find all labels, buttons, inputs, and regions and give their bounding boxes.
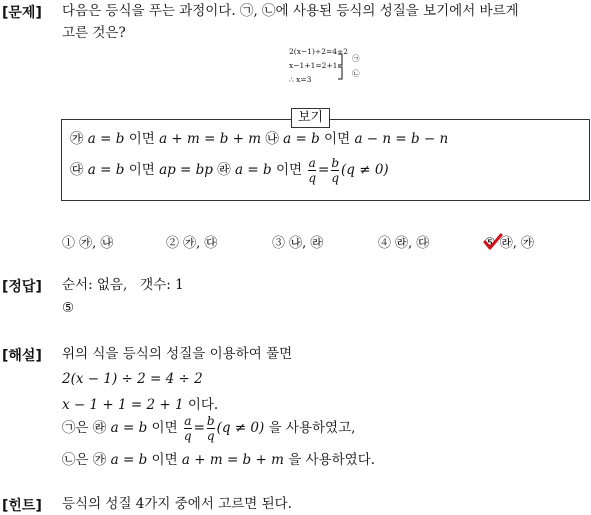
solution-line3-math: x − 1 + 1 = 2 + 1: [62, 397, 184, 413]
solution-line4-eq: =: [193, 420, 205, 436]
solution-line5-tail: 을 사용하였다.: [288, 452, 376, 468]
bogi-d-tail: (q ≠ 0): [341, 162, 389, 178]
bogi-a-if: 이면: [128, 131, 155, 147]
bogi-mark-d: ㉱: [217, 162, 231, 178]
problem-line2: 고른 것은?: [62, 25, 126, 41]
step-1: 2(x−1)÷2=4÷2: [289, 47, 349, 56]
solution-line5-if: 이면: [151, 452, 178, 468]
bogi-row-2: [70, 156, 389, 184]
option-text: ㉱, ㉮: [499, 236, 535, 251]
frac-denominator: q: [206, 429, 215, 443]
solution-line2: 2(x − 1) ÷ 2 = 4 ÷ 2: [62, 371, 203, 387]
option-1[interactable]: [62, 232, 113, 251]
option-2[interactable]: [166, 232, 217, 251]
frac-denominator: q: [308, 171, 317, 185]
option-num: ①: [62, 236, 76, 251]
bogi-c-if: 이면: [128, 162, 155, 178]
bogi-mark-b: ㉯: [265, 131, 279, 147]
bogi-c-cond: a = b: [87, 162, 125, 178]
bogi-title: 보기: [291, 108, 330, 128]
option-num: ④: [378, 236, 392, 251]
solution-frac-left: [184, 415, 192, 442]
step-mark-2: ㉡: [352, 69, 360, 78]
bogi-c-res: ap = bp: [159, 162, 213, 178]
bogi-mark-a: ㉮: [70, 131, 84, 147]
bogi-d-if: 이면: [275, 162, 303, 178]
step-2: x−1+1=2+1: [289, 61, 338, 70]
bogi-b-res: a − n = b − n: [354, 131, 449, 147]
solution-line5-cond: a = b: [110, 452, 148, 468]
solution-line5-pre: ㉡은 ㉮: [62, 452, 107, 468]
step-3: ∴ x=3: [289, 75, 312, 84]
bogi-row-1: [70, 131, 448, 148]
solution-line4-tail-math: (q ≠ 0): [216, 420, 265, 436]
solution-line1: 위의 식을 등식의 성질을 이용하여 풀면: [62, 346, 293, 362]
step-mark-1: ㉠: [352, 54, 360, 63]
bogi-mark-c: ㉰: [70, 162, 84, 178]
option-text: ㉯, ㉱: [289, 236, 324, 251]
bogi-a-cond: a = b: [87, 131, 125, 147]
checkmark-icon: [483, 233, 503, 251]
option-num: ②: [166, 236, 180, 251]
answer-label: [정답]: [2, 279, 42, 295]
option-num: ③: [272, 236, 286, 251]
solution-line3: [62, 397, 218, 414]
bogi-d-frac-left: [308, 157, 316, 184]
solution-line4: [62, 414, 355, 442]
problem-line1: 다음은 등식을 푸는 과정이다. ㉠, ㉡에 사용된 등식의 성질을 보기에서 바르게: [62, 3, 519, 19]
frac-numerator: a: [308, 156, 316, 170]
option-text: ㉮, ㉯: [79, 236, 114, 251]
solution-line3-tail: 이다.: [187, 397, 219, 413]
option-3[interactable]: [272, 232, 323, 251]
bogi-b-if: 이면: [324, 131, 351, 147]
frac-numerator: b: [206, 414, 215, 428]
solution-line4-tail: 을 사용하였고,: [268, 420, 356, 436]
solution-line4-pre: ㉠은 ㉱: [62, 420, 107, 436]
solution-frac-right: [207, 415, 215, 442]
frac-denominator: q: [331, 171, 340, 185]
bogi-a-res: a + m = b + m: [159, 131, 262, 147]
frac-denominator: q: [183, 429, 192, 443]
solution-line4-if: 이면: [151, 420, 178, 436]
option-text: ㉱, ㉰: [395, 236, 430, 251]
option-num: ⑤: [484, 236, 496, 251]
problem-label: [문제]: [2, 5, 42, 21]
bogi-d-eq: =: [318, 162, 330, 178]
bogi-b-cond: a = b: [283, 131, 320, 147]
frac-numerator: b: [331, 156, 340, 170]
solution-line5-res: a + m = b + m: [181, 452, 284, 468]
option-4[interactable]: [378, 232, 429, 251]
answer-line1: 순서: 없음, 갯수: 1: [62, 277, 184, 293]
solution-line4-cond: a = b: [110, 420, 148, 436]
solution-line5: [62, 452, 375, 469]
step-bracket: [336, 51, 350, 83]
hint-label: [힌트]: [2, 498, 42, 514]
bogi-d-cond: a = b: [235, 162, 272, 178]
option-text: ㉮, ㉰: [183, 236, 218, 251]
solution-label: [해설]: [2, 348, 42, 364]
hint-text: 등식의 성질 4가지 중에서 고르면 된다.: [62, 496, 292, 512]
answer-line2: ⑤: [62, 300, 75, 316]
option-5[interactable]: [484, 232, 534, 251]
frac-numerator: a: [184, 414, 192, 428]
bogi-d-frac-right: [331, 157, 339, 184]
